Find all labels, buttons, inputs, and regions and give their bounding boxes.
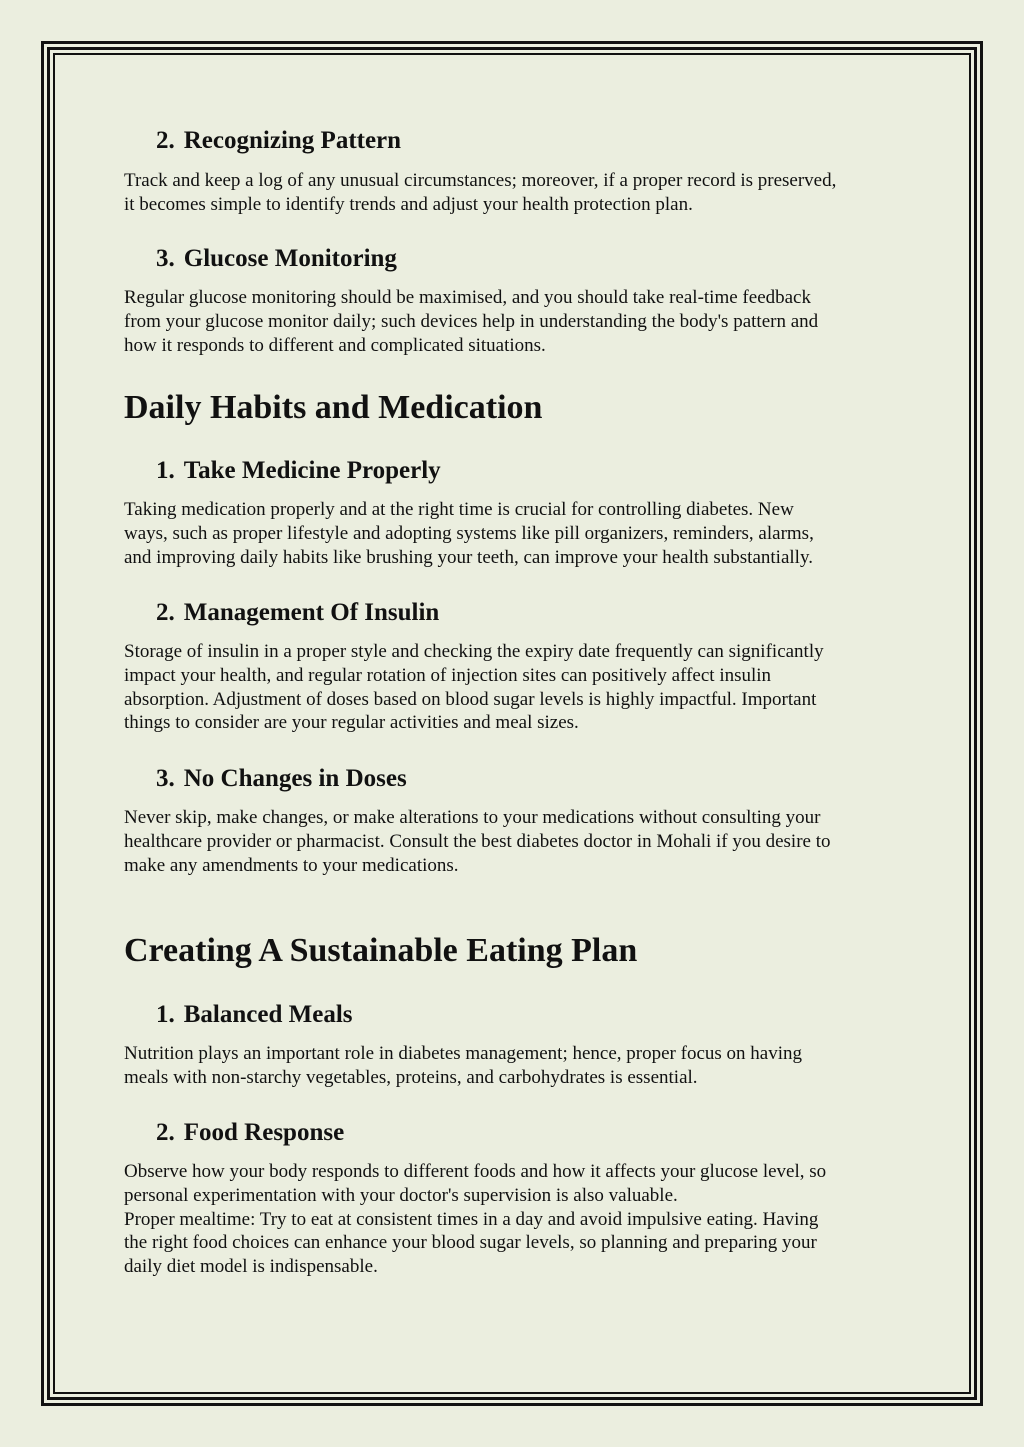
paragraph-line: Never skip, make changes, or make alterations to your medications without consulting your: [124, 807, 821, 828]
paragraph-line: Proper mealtime: Try to eat at consistent times in a day and avoid impulsive eating. Having: [124, 1208, 819, 1230]
paragraph-line: Regular glucose monitoring should be maximised, and you should take real-time feedback: [124, 287, 811, 308]
subheading-text: Recognizing Pattern: [183, 127, 402, 154]
subheading-text: Management Of Insulin: [183, 599, 440, 626]
paragraph-balanced-meals: [124, 1042, 914, 1090]
paragraph-line: Taking medication properly and at the right time is crucial for controlling diabetes. New: [124, 499, 794, 520]
paragraph-recognizing-pattern: [124, 169, 914, 217]
paragraph-line: Storage of insulin in a proper style and checking the expiry date frequently can significantly: [124, 641, 824, 662]
paragraph-line: Observe how your body responds to different foods and how it affects your glucose level, so: [124, 1161, 827, 1182]
paragraph-line: how it responds to different and complicated situations.: [124, 334, 546, 356]
subheading-food-response: [156, 1118, 344, 1148]
paragraph-line: ways, such as proper lifestyle and adopting systems like pill organizers, reminders, alarms,: [124, 522, 814, 544]
paragraph-management-insulin: [124, 640, 914, 735]
subheading-management-insulin: [156, 598, 439, 628]
subheading-take-medicine: [156, 456, 441, 486]
subheading-recognizing-pattern: [156, 126, 401, 156]
paragraph-line: it becomes simple to identify trends and adjust your health protection plan.: [124, 193, 693, 215]
section-title-eating-plan: Creating A Sustainable Eating Plan: [124, 932, 638, 969]
list-number: 2.: [156, 1119, 175, 1146]
subheading-balanced-meals: [156, 1000, 353, 1030]
paragraph-glucose-monitoring: [124, 286, 914, 357]
subheading-text: Take Medicine Properly: [183, 457, 441, 484]
paragraph-line: healthcare provider or pharmacist. Consult the best diabetes doctor in Mohali if you desire to: [124, 830, 831, 852]
list-number: 1.: [156, 457, 175, 484]
subheading-glucose-monitoring: [156, 244, 397, 274]
subheading-text: Glucose Monitoring: [183, 245, 397, 272]
subheading-text: Food Response: [183, 1119, 345, 1146]
paragraph-line: make any amendments to your medications.: [124, 854, 459, 876]
list-number: 3.: [156, 765, 175, 792]
section-title-daily-habits: Daily Habits and Medication: [124, 389, 543, 426]
paragraph-line: meals with non-starchy vegetables, proteins, and carbohydrates is essential.: [124, 1066, 698, 1088]
paragraph-line: personal experimentation with your doctor's supervision is also valuable.: [124, 1184, 678, 1206]
paragraph-take-medicine: [124, 498, 914, 569]
paragraph-line: absorption. Adjustment of doses based on blood sugar levels is highly impactful. Important: [124, 688, 817, 710]
paragraph-line: from your glucose monitor daily; such devices help in understanding the body's pattern and: [124, 310, 819, 332]
paragraph-line: Track and keep a log of any unusual circumstances; moreover, if a proper record is preserved,: [124, 170, 837, 191]
paragraph-line: impact your health, and regular rotation of injection sites can positively affect insulin: [124, 664, 772, 686]
paragraph-line: things to consider are your regular activities and meal sizes.: [124, 712, 579, 734]
list-number: 2.: [156, 127, 175, 154]
paragraph-line: Nutrition plays an important role in diabetes management; hence, proper focus on having: [124, 1043, 802, 1064]
paragraph-food-response: [124, 1160, 914, 1279]
paragraph-line: daily diet model is indispensable.: [124, 1256, 378, 1278]
subheading-text: Balanced Meals: [183, 1001, 353, 1028]
list-number: 2.: [156, 599, 175, 626]
paragraph-no-changes-doses: [124, 806, 914, 877]
paragraph-line: and improving daily habits like brushing your teeth, can improve your health substantially.: [124, 546, 813, 568]
subheading-text: No Changes in Doses: [183, 765, 407, 792]
paragraph-line: the right food choices can enhance your blood sugar levels, so planning and preparing your: [124, 1232, 817, 1254]
list-number: 3.: [156, 245, 175, 272]
subheading-no-changes-doses: [156, 764, 407, 794]
list-number: 1.: [156, 1001, 175, 1028]
